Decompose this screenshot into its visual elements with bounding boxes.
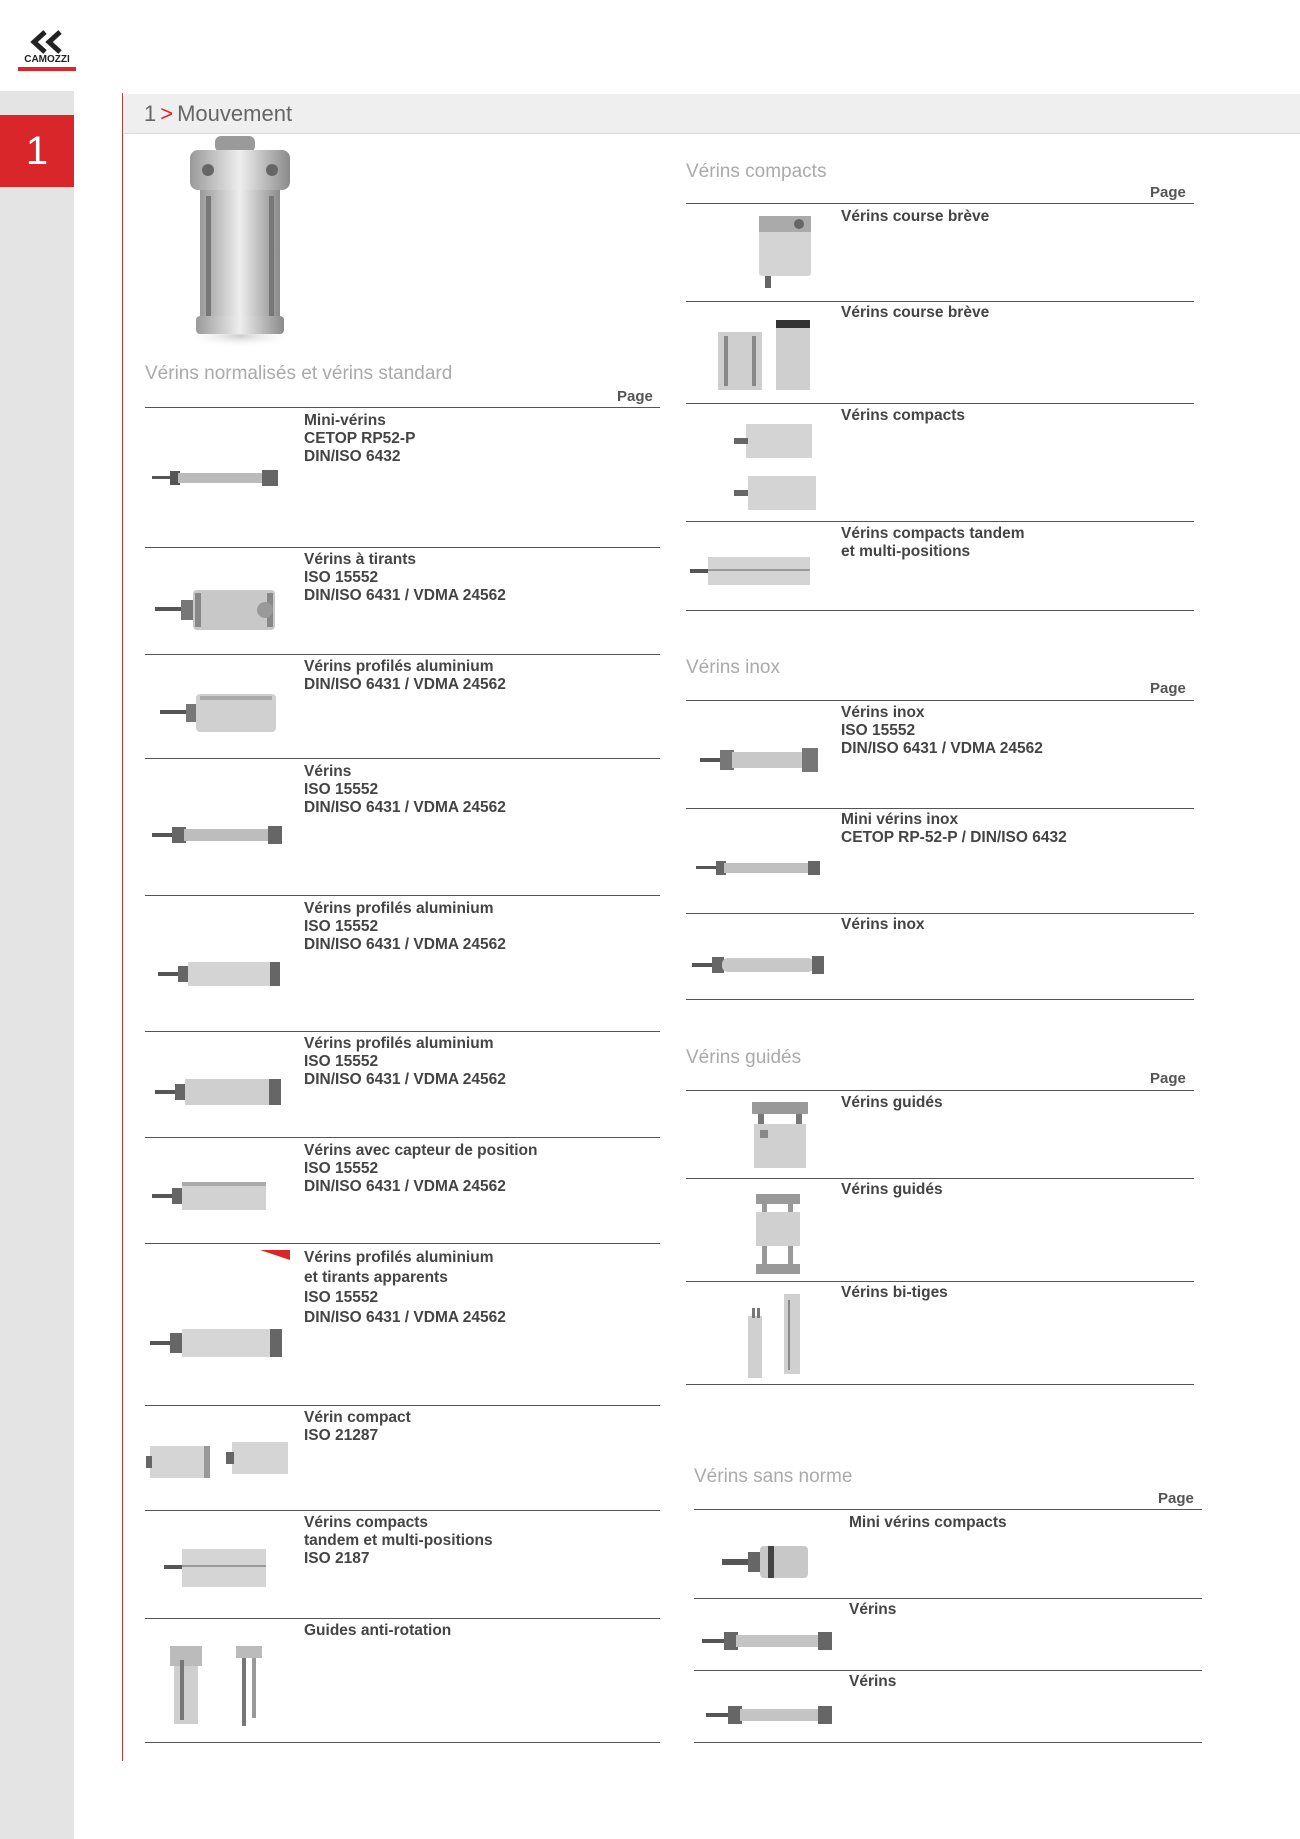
list-item[interactable]: Vérins guidés	[841, 1181, 943, 1198]
list-item[interactable]: Vérins inox	[841, 916, 925, 933]
chapter-num: 1	[144, 101, 157, 126]
divider	[686, 1090, 1194, 1091]
mini-compact-cylinder-image	[722, 1542, 812, 1582]
list-item[interactable]: Vérins compacts tandem et multi-positions	[841, 525, 1025, 560]
divider	[686, 700, 1194, 701]
chapter-number: 1	[25, 128, 49, 173]
list-item[interactable]: Vérins inox ISO 15552 DIN/ISO 6431 / VDMA 24562	[841, 704, 1043, 757]
stainless-cylinder-image	[700, 742, 822, 778]
divider	[145, 758, 660, 759]
short-stroke-cylinder-image	[755, 212, 815, 290]
guided-cylinder-image	[750, 1100, 810, 1170]
section-title-guides: Vérins guidés	[686, 1047, 802, 1068]
divider	[686, 521, 1194, 522]
list-item[interactable]: Vérins	[849, 1673, 897, 1690]
divider	[694, 1670, 1202, 1671]
logo-bar	[18, 67, 76, 71]
divider	[686, 301, 1194, 302]
divider	[686, 1178, 1194, 1179]
list-item[interactable]: Vérins course brève	[841, 304, 990, 321]
guided-cylinder-image	[752, 1192, 804, 1276]
compact-tandem-cylinder-image	[164, 1545, 270, 1591]
page-column-label: Page	[1150, 184, 1186, 201]
compact-cylinder-image	[146, 1436, 291, 1486]
side-bar	[0, 91, 74, 1839]
divider	[145, 1243, 660, 1244]
list-item[interactable]: Vérins profilés aluminium ISO 15552 DIN/ISO 6431 / VDMA 24562	[304, 1035, 506, 1088]
chevron-right-icon: >	[160, 101, 174, 126]
divider	[145, 1137, 660, 1138]
divider	[686, 999, 1194, 1000]
mini-cylinder-image	[152, 465, 282, 491]
divider	[686, 1281, 1194, 1282]
page-title	[144, 101, 292, 127]
divider	[686, 403, 1194, 404]
divider	[686, 610, 1194, 611]
tie-rod-profile-cylinder-image	[150, 1325, 284, 1361]
divider	[686, 203, 1194, 204]
stainless-cylinder-image	[692, 950, 828, 980]
list-item[interactable]: Vérins profilés aluminium et tirants apparents ISO 15552 DIN/ISO 6431 / VDMA 24562	[304, 1249, 506, 1326]
section-title-sans-norme: Vérins sans norme	[694, 1466, 853, 1487]
divider	[145, 1031, 660, 1032]
list-item[interactable]: Vérins guidés	[841, 1094, 943, 1111]
list-item[interactable]: Vérins course brève	[841, 208, 990, 225]
list-item[interactable]: Vérin compact ISO 21287	[304, 1409, 411, 1444]
cylinder-image	[702, 1626, 836, 1656]
list-item[interactable]: Vérins bi-tiges	[841, 1284, 948, 1301]
tie-rod-cylinder-image	[155, 585, 280, 635]
camozzi-mark-icon	[30, 30, 64, 54]
page-column-label: Page	[617, 388, 653, 405]
list-item[interactable]: Vérins	[849, 1601, 897, 1618]
list-item[interactable]: Vérins profilés aluminium DIN/ISO 6431 / VDMA 24562	[304, 658, 506, 693]
list-item[interactable]: Guides anti-rotation	[304, 1622, 452, 1639]
list-item[interactable]: Vérins ISO 15552 DIN/ISO 6431 / VDMA 24562	[304, 763, 506, 816]
cylinder-image	[706, 1700, 836, 1730]
divider	[145, 1405, 660, 1406]
list-item[interactable]: Vérins compacts tandem et multi-positions ISO 2187	[304, 1514, 493, 1567]
divider	[694, 1742, 1202, 1743]
chapter-tab[interactable]	[0, 115, 74, 187]
margin-line	[122, 93, 123, 1761]
section-title-compacts: Vérins compacts	[686, 161, 827, 182]
sensor-cylinder-image	[152, 1178, 272, 1214]
page-column-label: Page	[1158, 1490, 1194, 1507]
mini-stainless-cylinder-image	[696, 855, 824, 881]
divider	[145, 654, 660, 655]
compact-cylinder-image	[732, 420, 827, 514]
new-product-flag-icon	[260, 1250, 290, 1260]
divider	[686, 808, 1194, 809]
list-item[interactable]: Mini vérins compacts	[849, 1514, 1007, 1531]
list-item[interactable]: Vérins profilés aluminium ISO 15552 DIN/ISO 6431 / VDMA 24562	[304, 900, 506, 953]
twin-rod-cylinder-image	[744, 1290, 810, 1382]
camozzi-logo[interactable]	[18, 30, 76, 74]
page-column-label: Page	[1150, 680, 1186, 697]
divider	[686, 913, 1194, 914]
page-column-label: Page	[1150, 1070, 1186, 1087]
list-item[interactable]: Vérins compacts	[841, 407, 966, 424]
round-cylinder-image	[152, 820, 284, 850]
divider	[145, 1742, 660, 1743]
divider	[694, 1598, 1202, 1599]
divider	[145, 1618, 660, 1619]
list-item[interactable]: Vérins avec capteur de position ISO 15552 DIN/ISO 6431 / VDMA 24562	[304, 1142, 538, 1195]
logo-text: CAMOZZI	[24, 54, 70, 65]
divider	[145, 1510, 660, 1511]
profile-cylinder-image	[160, 690, 280, 736]
divider	[145, 547, 660, 548]
profile-cylinder-image	[155, 1075, 283, 1109]
section-title-inox: Vérins inox	[686, 657, 780, 678]
list-item[interactable]: Mini-vérins CETOP RP52-P DIN/ISO 6432	[304, 412, 416, 465]
divider	[694, 1509, 1202, 1510]
anti-rotation-guide-image	[166, 1640, 270, 1730]
profile-cylinder-image	[158, 958, 282, 990]
divider	[145, 407, 660, 408]
short-stroke-cylinder-image	[714, 318, 814, 396]
chapter-title: Mouvement	[177, 101, 293, 126]
section-title-normalises: Vérins normalisés et vérins standard	[145, 363, 453, 384]
compact-tandem-cylinder-image	[690, 553, 815, 589]
divider	[145, 895, 660, 896]
list-item[interactable]: Mini vérins inox CETOP RP-52-P / DIN/ISO 6432	[841, 811, 1067, 846]
list-item[interactable]: Vérins à tirants ISO 15552 DIN/ISO 6431 / VDMA 24562	[304, 551, 506, 604]
divider	[686, 1384, 1194, 1385]
hero-cylinder-image	[170, 136, 310, 351]
header-band	[124, 94, 1300, 134]
